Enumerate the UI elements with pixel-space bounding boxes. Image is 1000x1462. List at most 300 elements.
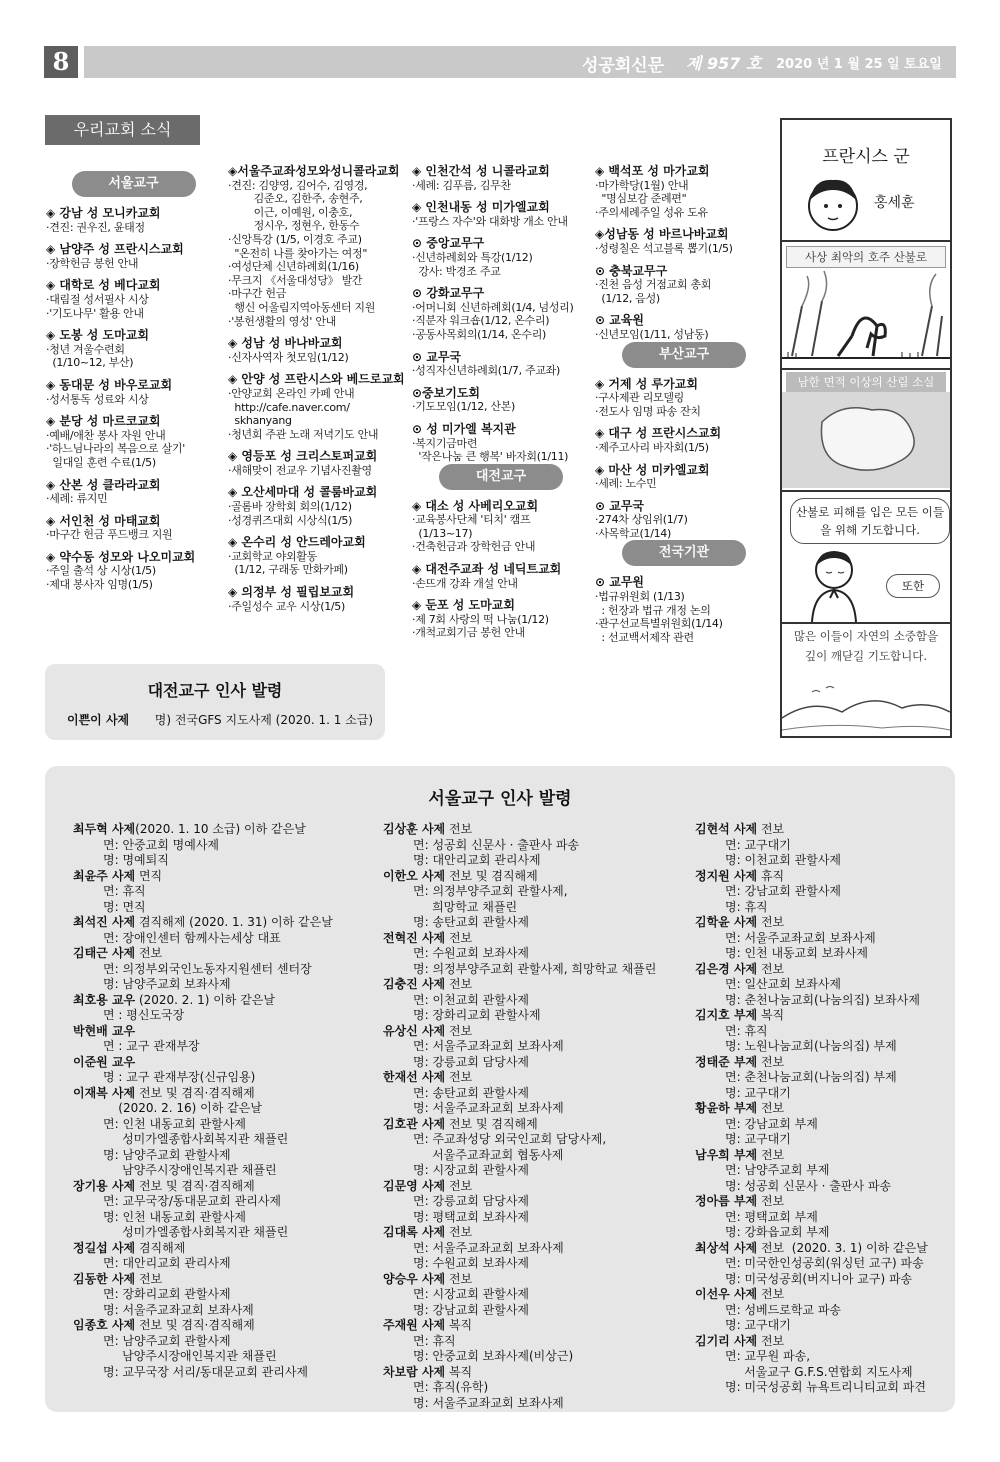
personnel-note: 전보: [757, 1147, 785, 1162]
district-badge: 부산교구: [622, 342, 746, 368]
personnel-entry-heading: [73, 1024, 373, 1040]
church-name: ◈ 오산세마대 성 콜룸바교회: [228, 485, 378, 500]
personnel-note: 휴직: [757, 868, 785, 883]
personnel-note: 전보: [135, 946, 163, 960]
personnel-entry-heading: [695, 1194, 950, 1210]
personnel-note: 전보: [445, 1271, 473, 1286]
personnel-note: 전보: [445, 1070, 473, 1084]
church-name: ◈ 의정부 성 필립보교회: [228, 585, 355, 600]
news-line: ·'하느님나라의 복음으로 살기': [46, 442, 185, 456]
news-line: ·견진: 김양영, 김어수, 김영경,: [228, 178, 368, 192]
personnel-note: 전보 및 겸직·겸직해제: [135, 1085, 255, 1100]
personnel-entry-heading: [73, 1086, 373, 1102]
personnel-line: 명: 시장교회 관할사제: [413, 1163, 530, 1177]
personnel-name: 정길섭 사제: [73, 1240, 136, 1255]
personnel-line: 면: 서울주교좌교회 보좌사제: [413, 1240, 564, 1255]
personnel-entry-heading: [383, 1117, 683, 1133]
daejeon-personnel-name: 이쁜이 사제: [67, 713, 130, 727]
personnel-name: 전혁진 사제: [383, 930, 446, 945]
news-line: ·성경퀴즈대회 시상식(1/5): [228, 513, 353, 527]
church-name: ◈ 도봉 성 도마교회: [46, 328, 149, 343]
personnel-name: 이재복 사제: [73, 1085, 136, 1100]
news-line: ·구사제관 리모델링: [595, 391, 685, 405]
news-line: ·건축헌금과 장학헌금 안내: [412, 540, 536, 554]
personnel-entry-heading: [73, 993, 373, 1009]
personnel-name: 김문영 사제: [383, 1178, 446, 1193]
personnel-line: 명: 평택교회 보좌사제: [413, 1209, 530, 1224]
personnel-line: 면: 휴직: [103, 884, 146, 898]
news-line: : 헌장과 법규 개정 논의: [595, 603, 711, 617]
news-line: ·청년회 주관 노래 저녁기도 안내: [228, 427, 379, 441]
news-line: ·주의세례주일 성유 도유: [595, 205, 708, 219]
news-line: ·세례: 노수민: [595, 477, 657, 491]
personnel-line: 명: 교구대기: [725, 1132, 791, 1146]
personnel-note: 전보: [757, 1054, 785, 1069]
personnel-line: 면: 주교좌성당 외국인교회 담당사제,: [413, 1132, 607, 1146]
news-line: ·세례: 김푸름, 김무찬: [412, 178, 511, 192]
personnel-line: 명: 교구대기: [725, 1085, 791, 1100]
church-name: ◈ 대구 성 프란시스교회: [595, 426, 722, 441]
personnel-entry-heading: [73, 1272, 373, 1288]
personnel-line: 성미가엘종합사회복지관 채플린: [103, 1225, 289, 1239]
news-line: ·무크지 《서울대성당》 발간: [228, 273, 363, 287]
church-name: ◈ 거제 성 루가교회: [595, 376, 698, 391]
news-line: ·관구선교특별위원회(1/14): [595, 617, 723, 631]
personnel-name: 양승우 사제: [383, 1271, 446, 1286]
personnel-note: 복직: [445, 1364, 473, 1379]
personnel-line: 면: 강릉교회 담당사제: [413, 1194, 530, 1208]
personnel-line: 남양주시장애인복지관 채플린: [103, 1349, 277, 1363]
personnel-note: 전보: [757, 915, 785, 929]
news-line: 김준오, 김한주, 송현주,: [228, 192, 363, 206]
paper-name: 성공회신문: [582, 56, 665, 76]
news-line: 이근, 이예원, 이충호,: [228, 205, 353, 219]
news-line: ·교육봉사단체 '티치' 캠프: [412, 513, 531, 527]
personnel-line: 명: 서울주교좌교회 보좌사제: [413, 1101, 564, 1115]
personnel-note: 전보: [757, 1287, 785, 1301]
comic-panel-2: [782, 368, 950, 492]
personnel-entry-heading: [73, 1055, 373, 1071]
personnel-entry-heading: [695, 1101, 950, 1117]
personnel-note: 전보: [757, 1333, 785, 1348]
personnel-name: 최호용 교우: [73, 992, 136, 1007]
personnel-line: 명: 수원교회 보좌사제: [413, 1256, 530, 1270]
personnel-note: 전보: [757, 1194, 785, 1208]
personnel-name: 정아름 부제: [695, 1194, 758, 1208]
personnel-entry-heading: [383, 1225, 683, 1241]
personnel-column-3: [695, 822, 950, 1396]
news-line: 정시우, 정현우, 한동수: [228, 219, 360, 233]
news-line: ·복지기금마련: [412, 436, 478, 450]
personnel-note: 복직: [445, 1318, 473, 1332]
personnel-line: 면: 대안리교회 관리사제: [103, 1256, 231, 1270]
personnel-entry-heading: [695, 1055, 950, 1071]
news-line: ·신앙특강 (1/5, 이경호 주교): [228, 232, 362, 246]
personnel-note: 전보 및 겸직·겸직해제: [135, 1178, 255, 1193]
seoul-personnel-box: [45, 766, 955, 1412]
news-line: (1/12, 구래동 만화카페): [228, 563, 348, 577]
personnel-line: 면: 강남교회 관할사제: [725, 884, 842, 898]
daejeon-personnel-box: [45, 664, 385, 740]
personnel-line: 명: 장화리교회 관할사제: [413, 1008, 541, 1022]
personnel-line: 성미가엘종합사회복지관 채플린: [103, 1132, 289, 1146]
personnel-line: 면: 서울주교좌교회 보좌사제: [413, 1039, 564, 1053]
church-name: ⊙ 교무국: [595, 498, 645, 513]
personnel-entry-heading: [73, 822, 373, 838]
personnel-line: 남양주시장애인복지관 채플린: [103, 1163, 277, 1177]
news-line: ·진천 음성 거점교회 총회: [595, 278, 712, 292]
personnel-note: 전보: [445, 822, 473, 836]
news-column-1: [46, 171, 221, 592]
personnel-column-1: [73, 822, 373, 1380]
news-line: ·여성단체 신년하례회(1/16): [228, 260, 359, 274]
comic-panel-title: [782, 120, 950, 242]
personnel-line: 면 : 평신도국장: [103, 1008, 185, 1022]
personnel-line: 면: 휴직(유학): [413, 1380, 489, 1394]
personnel-line: 명: 성공회 신문사 · 출판사 파송: [725, 1178, 892, 1193]
news-line: ·성서통독 성료와 시상: [46, 392, 149, 406]
personnel-line: 면: 서울주교좌교회 보좌사제: [725, 930, 876, 945]
personnel-line: 명: 미국성공회 뉴욕트리니티교회 파견: [725, 1380, 926, 1394]
news-column-3: [412, 165, 590, 640]
personnel-note: 전보: [445, 930, 473, 945]
church-name: ⊙ 성 미가엘 복지관: [412, 421, 516, 436]
news-line: ·성직자신년하례회(1/7, 주교좌): [412, 364, 560, 378]
personnel-entry-heading: [383, 869, 683, 885]
personnel-name: 김은경 사제: [695, 961, 758, 976]
personnel-note: 복직: [757, 1008, 785, 1022]
daejeon-personnel-detail: 명) 전국GFS 지도사제 (2020. 1. 1 소급): [154, 713, 374, 727]
page-number: 8: [44, 46, 78, 78]
personnel-note: 전보: [757, 961, 785, 976]
personnel-note: 전보: [445, 1023, 473, 1038]
personnel-name: 정지원 사제: [695, 868, 758, 883]
personnel-line: 면: 일산교회 보좌사제: [725, 977, 842, 991]
francis-face-icon: [800, 168, 866, 234]
news-line: skhanyang: [228, 414, 292, 428]
personnel-line: (2020. 2. 16) 이하 같은날: [103, 1101, 262, 1115]
news-line: ·'기도나무' 활용 안내: [46, 306, 144, 320]
church-name: ◈ 서인천 성 마태교회: [46, 513, 161, 528]
personnel-name: 김동한 사제: [73, 1271, 136, 1286]
personnel-line: 명 : 교구 관재부장(신규임용): [103, 1070, 256, 1084]
news-line: ·직분자 워크숍(1/12, 온수리): [412, 314, 550, 328]
personnel-name: 김지호 부제: [695, 1008, 758, 1022]
news-line: ·사목학교(1/14): [595, 526, 671, 540]
news-line: ·제주고사리 바자회(1/5): [595, 440, 709, 454]
news-column-4: [595, 165, 773, 644]
personnel-entry-heading: [695, 1008, 950, 1024]
personnel-entry-heading: [695, 1241, 950, 1257]
news-line: ·어머니회 신년하례회(1/4, 넘성리): [412, 300, 574, 314]
personnel-line: 면: 수원교회 보좌사제: [413, 946, 530, 960]
wildfire-kangaroo-illustration: [782, 266, 950, 366]
church-name: ◈ 동대문 성 바우로교회: [46, 377, 173, 392]
personnel-name: 황윤하 부제: [695, 1101, 758, 1115]
church-name: ◈ 안양 성 프란시스와 베드로교회: [228, 372, 405, 387]
daejeon-personnel-title: 대전교구 인사 발령: [147, 681, 283, 700]
personnel-note: 겸직해제 (2020. 1. 31) 이하 같은날: [135, 915, 333, 929]
news-line: "명심보감 준례편": [595, 192, 687, 206]
personnel-line: 희망학교 채플린: [413, 899, 518, 914]
personnel-line: 명: 교무국장 서리/동대문교회 관리사제: [103, 1364, 309, 1379]
news-line: (1/13~17): [412, 526, 473, 540]
news-line: ·제 7회 사랑의 떡 나눔(1/12): [412, 612, 549, 626]
comic-title: 프란시스 군: [822, 147, 910, 167]
news-line: ·신년하례회와 특강(1/12): [412, 250, 533, 264]
news-line: ·제대 봉사자 임명(1/5): [46, 578, 153, 592]
personnel-note: 전보: [135, 1271, 163, 1286]
news-line: : 선교백서제작 관련: [595, 630, 694, 644]
personnel-line: 면: 춘천나눔교회(나눔의집) 부제: [725, 1070, 897, 1084]
personnel-name: 김기리 사제: [695, 1333, 758, 1348]
news-line: ·공동사목회의(1/14, 온수리): [412, 327, 547, 341]
personnel-line: 면: 강남교회 부제: [725, 1116, 818, 1131]
personnel-entry-heading: [695, 1148, 950, 1164]
personnel-line: 명: 남양주교회 관할사제: [103, 1147, 231, 1162]
news-line: http://cafe.naver.com/: [228, 400, 350, 414]
personnel-line: 명: 미국성공회(버지니아 교구) 파송: [725, 1271, 913, 1286]
church-name: ◈ 마산 성 미카엘교회: [595, 462, 710, 477]
personnel-line: 면: 안중교회 명예사제: [103, 837, 220, 852]
personnel-name: 박현배 교우: [73, 1023, 136, 1038]
personnel-line: 명: 남양주교회 보좌사제: [103, 977, 231, 991]
comic-panel-3: [782, 490, 950, 624]
church-name: ◈ 분당 성 마르코교회: [46, 414, 161, 429]
news-line: ·'봉헌생활의 영성' 안내: [228, 314, 336, 328]
news-line: ·장학헌금 봉헌 안내: [46, 256, 139, 270]
news-line: ·개척교회기금 봉헌 안내: [412, 626, 525, 640]
personnel-note: 전보: [445, 1178, 473, 1193]
news-line: ·새해맞이 전교우 기념사진촬영: [228, 463, 372, 477]
personnel-line: 면: 의정부양주교회 관할사제,: [413, 884, 568, 898]
personnel-line: 명: 춘천나눔교회(나눔의집) 보좌사제: [725, 992, 920, 1007]
church-name: ⊙ 교무원: [595, 575, 645, 590]
personnel-line: 면: 성베드로학교 파송: [725, 1302, 842, 1317]
personnel-line: 명: 휴직: [725, 899, 768, 914]
burned-area-map-illustration: [782, 392, 950, 488]
personnel-line: 명: 강남교회 관할사제: [413, 1302, 530, 1317]
church-name: ◈서울주교좌성모와성니콜라교회: [228, 164, 400, 178]
news-line: ·마구간 헌금 푸드뱅크 지원: [46, 528, 173, 542]
personnel-entry-heading: [383, 1272, 683, 1288]
personnel-line: 면: 교구대기: [725, 837, 791, 852]
personnel-name: 김충진 사제: [383, 977, 446, 991]
comic-panel-1: [782, 240, 950, 370]
church-name: ◈ 온수리 성 안드레아교회: [228, 535, 366, 550]
comic-panel-4: [782, 622, 950, 738]
personnel-entry-heading: [73, 915, 373, 931]
personnel-name: 김상훈 사제: [383, 822, 446, 836]
personnel-name: 주재원 사제: [383, 1318, 446, 1332]
personnel-line: 면: 송탄교회 관할사제: [413, 1085, 530, 1100]
church-name: ◈ 대소 성 사베리오교회: [412, 498, 539, 513]
church-name: ⊙ 교육원: [595, 313, 645, 328]
personnel-entry-heading: [383, 1365, 683, 1381]
personnel-note: 전보: [445, 1225, 473, 1239]
comic-caption-4: 많은 이들이 자연의 소중함을 깊이 깨닫길 기도합니다.: [793, 629, 939, 663]
personnel-line: 서울교구 G.F.S.연합회 지도사제: [725, 1364, 913, 1379]
church-name: ◈ 남양주 성 프란시스교회: [46, 242, 184, 257]
personnel-name: 최상석 사제: [695, 1240, 758, 1255]
personnel-line: 면: 장화리교회 관할사제: [103, 1287, 231, 1301]
church-name: ⊙ 중앙교무구: [412, 236, 485, 251]
personnel-entry-heading: [695, 962, 950, 978]
personnel-note: 전보: [757, 822, 785, 836]
church-name: ◈ 강남 성 모니카교회: [46, 206, 161, 220]
personnel-line: 명: 면직: [103, 899, 146, 914]
personnel-line: 명: 강화읍교회 부제: [725, 1225, 830, 1239]
news-line: ·신자사역자 첫모임(1/12): [228, 350, 349, 364]
masthead-bar: [84, 46, 956, 78]
personnel-column-2: [383, 822, 683, 1411]
church-name: ◈성남동 성 바르나바교회: [595, 227, 729, 242]
news-line: ·손뜨개 강좌 개설 안내: [412, 576, 518, 590]
church-name: ◈ 성남 성 바나바교회: [228, 336, 343, 351]
news-line: ·전도사 임명 파송 잔치: [595, 404, 701, 418]
personnel-line: 면: 시장교회 관할사제: [413, 1287, 530, 1301]
personnel-note: 전보: [445, 977, 473, 991]
news-line: ·법규위원회 (1/13): [595, 590, 685, 604]
personnel-name: 유상신 사제: [383, 1023, 446, 1038]
church-name: ◈ 대학로 성 베다교회: [46, 278, 161, 293]
personnel-line: 명: 의정부양주교회 관할사제, 희망학교 채플린: [413, 961, 657, 976]
personnel-entry-heading: [73, 1241, 373, 1257]
issue-number: 제 957 호: [686, 54, 762, 73]
personnel-line: 면: 휴직: [725, 1023, 768, 1038]
personnel-line: 명: 서울주교좌교회 보좌사제: [103, 1302, 254, 1317]
comic-strip: [780, 118, 952, 738]
personnel-name: 김현석 사제: [695, 822, 758, 836]
church-name: ⊙ 충북교무구: [595, 263, 668, 278]
church-name: ◈ 둔포 성 도마교회: [412, 598, 515, 613]
personnel-note: 면직: [135, 868, 163, 883]
seoul-personnel-title: 서울교구 인사 발령: [428, 789, 572, 809]
church-name: ◈ 인천내동 성 미가엘교회: [412, 200, 550, 215]
personnel-name: 장기용 사제: [73, 1178, 136, 1193]
personnel-line: 면: 성공회 신문사 · 출판사 파송: [413, 837, 580, 852]
personnel-line: 명: 강릉교회 담당사제: [413, 1054, 530, 1069]
personnel-line: 명: 인천 내동교회 관할사제: [103, 1209, 246, 1224]
church-name: ◈ 산본 성 클라라교회: [46, 477, 161, 492]
personnel-entry-heading: [383, 977, 683, 993]
news-line: ·견진: 권우진, 윤태정: [46, 220, 145, 234]
personnel-name: 최두혁 사제: [73, 822, 136, 836]
news-line: ·신년모임(1/11, 성남동): [595, 327, 709, 341]
personnel-line: 면: 교무국장/동대문교회 관리사제: [103, 1194, 282, 1208]
personnel-entry-heading: [383, 1070, 683, 1086]
church-name: ⊙ 교무국: [412, 349, 462, 364]
personnel-name: 최윤주 사제: [73, 868, 136, 883]
district-badge: 서울교구: [72, 171, 196, 197]
church-name: ⊙중보기도회: [412, 385, 481, 400]
news-line: (1/12, 음성): [595, 291, 660, 305]
personnel-name: 한재선 사제: [383, 1070, 446, 1084]
personnel-entry-heading: [695, 822, 950, 838]
comic-author: 홍세훈: [874, 195, 915, 211]
personnel-note: (2020. 1. 10 소급) 이하 같은날: [135, 822, 306, 836]
church-name: ◈ 인천간석 성 니콜라교회: [412, 164, 550, 178]
personnel-note: 전보 및 겸직해제: [445, 868, 538, 883]
news-line: '작은나눔 큰 행복' 바자회(1/11): [412, 450, 569, 464]
personnel-entry-heading: [383, 1024, 683, 1040]
personnel-entry-heading: [695, 1334, 950, 1350]
personnel-entry-heading: [383, 1318, 683, 1334]
personnel-name: 김태근 사제: [73, 946, 136, 960]
news-line: ·기도모임(1/12, 산본): [412, 400, 516, 414]
church-name: ◈ 대전주교좌 성 네딕트교회: [412, 562, 562, 577]
comic-speech-bubble: 산불로 피해를 입은 모든 이들을 위해 기도합니다.: [790, 498, 950, 544]
church-name: ◈ 백석포 성 마가교회: [595, 164, 710, 178]
news-line: ·마가학당(1월) 안내: [595, 178, 689, 192]
personnel-line: 면: 교무원 파송,: [725, 1349, 811, 1363]
personnel-line: 명: 노원나눔교회(나눔의집) 부제: [725, 1039, 897, 1053]
personnel-line: 면: 장애인센터 함께사는세상 대표: [103, 930, 281, 945]
personnel-line: 면: 이천교회 관할사제: [413, 992, 530, 1007]
news-line: ·274차 상임위(1/7): [595, 513, 688, 527]
personnel-name: 정태준 부제: [695, 1054, 758, 1069]
news-column-2: [228, 165, 406, 613]
news-line: ·주일 출석 상 시상(1/5): [46, 564, 156, 578]
personnel-line: 명: 교구대기: [725, 1318, 791, 1332]
news-line: ·마구간 헌금: [228, 287, 287, 301]
personnel-line: 면: 의정부외국인노동자지원센터 센터장: [103, 961, 312, 976]
issue-date: 2020 년 1 월 25 일 토요일: [776, 57, 942, 72]
news-line: 강사: 박경조 주교: [412, 264, 501, 278]
personnel-entry-heading: [73, 869, 373, 885]
personnel-line: 명: 인천 내동교회 보좌사제: [725, 946, 868, 960]
personnel-name: 이한오 사제: [383, 868, 446, 883]
personnel-name: 이준원 교우: [73, 1054, 136, 1069]
news-line: ·예배/애찬 봉사 자원 안내: [46, 428, 166, 442]
news-line: ·세례: 류지민: [46, 492, 108, 506]
personnel-entry-heading: [383, 822, 683, 838]
personnel-line: 명: 송탄교회 관할사제: [413, 915, 530, 929]
news-line: (1/10~12, 부산): [46, 356, 134, 370]
personnel-entry-heading: [73, 1318, 373, 1334]
personnel-name: 임종호 사제: [73, 1318, 136, 1332]
personnel-line: 면: 인천 내동교회 관할사제: [103, 1116, 246, 1131]
news-line: ·'프랑스 자수'와 대화방 개소 안내: [412, 214, 568, 228]
personnel-entry-heading: [73, 1179, 373, 1195]
personnel-line: 명: 명예퇴직: [103, 853, 169, 867]
personnel-note: 전보: [757, 1101, 785, 1115]
personnel-entry-heading: [383, 931, 683, 947]
mountain-landscape-illustration: [782, 678, 950, 738]
personnel-entry-heading: [73, 946, 373, 962]
church-name: ◈ 영등포 성 크리스토퍼교회: [228, 449, 378, 464]
news-line: ·골롬바 장학회 회의(1/12): [228, 500, 352, 514]
personnel-line: 면: 휴직: [413, 1333, 456, 1348]
personnel-entry-heading: [383, 1179, 683, 1195]
news-line: ·교회학교 야외활동: [228, 549, 318, 563]
news-line: ·청년 겨울수련회: [46, 342, 125, 356]
personnel-line: 면: 미국한인성공회(워싱턴 교구) 파송: [725, 1256, 924, 1270]
personnel-entry-heading: [695, 1287, 950, 1303]
news-line: 행신 어울림지역아동센터 지원: [228, 300, 376, 314]
personnel-note: (2020. 2. 1) 이하 같은날: [135, 992, 275, 1007]
personnel-line: 명: 서울주교좌교회 보좌사제: [413, 1395, 564, 1410]
personnel-entry-heading: [695, 915, 950, 931]
section-title: 우리교회 소식: [45, 115, 200, 145]
personnel-note: 전보 및 겸직해제: [445, 1116, 538, 1131]
district-badge: 전국기관: [622, 540, 746, 566]
news-line: ·주일성수 교우 시상(1/5): [228, 599, 345, 613]
church-name: ⊙ 강화교무구: [412, 286, 485, 301]
praying-francis-icon: [796, 546, 876, 622]
personnel-name: 남우희 부제: [695, 1147, 758, 1162]
news-line: ·대림절 성서필사 시상: [46, 292, 149, 306]
